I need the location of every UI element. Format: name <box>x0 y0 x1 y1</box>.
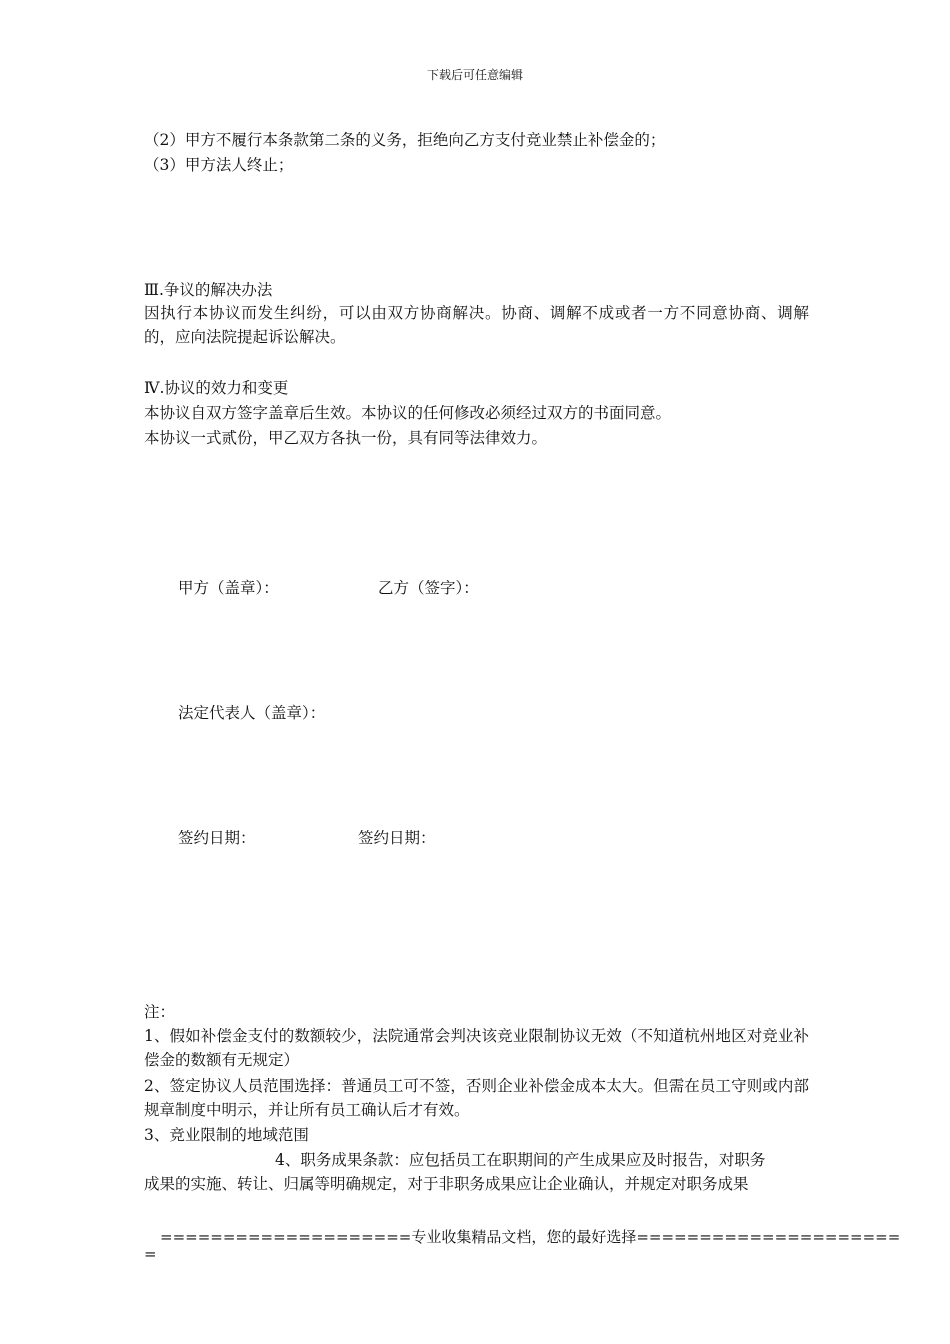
note-4-second-line: 成果的实施、转让、归属等明确规定，对于非职务成果应让企业确认，并规定对职务成果 <box>144 1175 749 1193</box>
notes-heading: 注： <box>144 1003 176 1021</box>
footer-banner: ====================专业收集精品文档，您的最好选择===================== <box>160 1228 901 1246</box>
page-header: 下载后可任意编辑 <box>426 68 523 82</box>
note-3: 3、竞业限制的地域范围 <box>144 1126 309 1144</box>
clause-3: （3）甲方法人终止； <box>144 156 294 174</box>
section-3-body: 因执行本协议而发生纠纷，可以由双方协商解决。协商、调解不成或者一方不同意协商、调解的，应向法院提起诉讼解决。 <box>144 304 809 346</box>
clause-2: （2）甲方不履行本条款第二条的义务，拒绝向乙方支付竞业禁止补偿金的； <box>144 131 666 149</box>
legal-representative-label: 法定代表人（盖章）： <box>178 704 326 722</box>
signing-date-a-label: 签约日期： <box>178 829 256 847</box>
section-3-title: Ⅲ.争议的解决办法 <box>144 281 273 299</box>
section-4-line-2: 本协议一式贰份，甲乙双方各执一份，具有同等法律效力。 <box>144 429 548 447</box>
party-b-sign-label: 乙方（签字）： <box>378 579 479 597</box>
signing-date-b-label: 签约日期： <box>358 829 436 847</box>
party-a-seal-label: 甲方（盖章）： <box>178 579 279 597</box>
section-4-line-1: 本协议自双方签字盖章后生效。本协议的任何修改必须经过双方的书面同意。 <box>144 404 672 422</box>
note-1: 1、假如补偿金支付的数额较少，法院通常会判决该竞业限制协议无效（不知道杭州地区对竞业补偿金的数额有无规定） <box>144 1027 809 1069</box>
footer-banner-wrap: = <box>144 1245 157 1263</box>
section-4-title: Ⅳ.协议的效力和变更 <box>144 379 289 397</box>
note-4-first-line: 4、职务成果条款：应包括员工在职期间的产生成果应及时报告，对职务 <box>275 1151 766 1169</box>
note-2: 2、签定协议人员范围选择：普通员工可不签，否则企业补偿金成本太大。但需在员工守则或内部规章制度中明示，并让所有员工确认后才有效。 <box>144 1077 809 1119</box>
